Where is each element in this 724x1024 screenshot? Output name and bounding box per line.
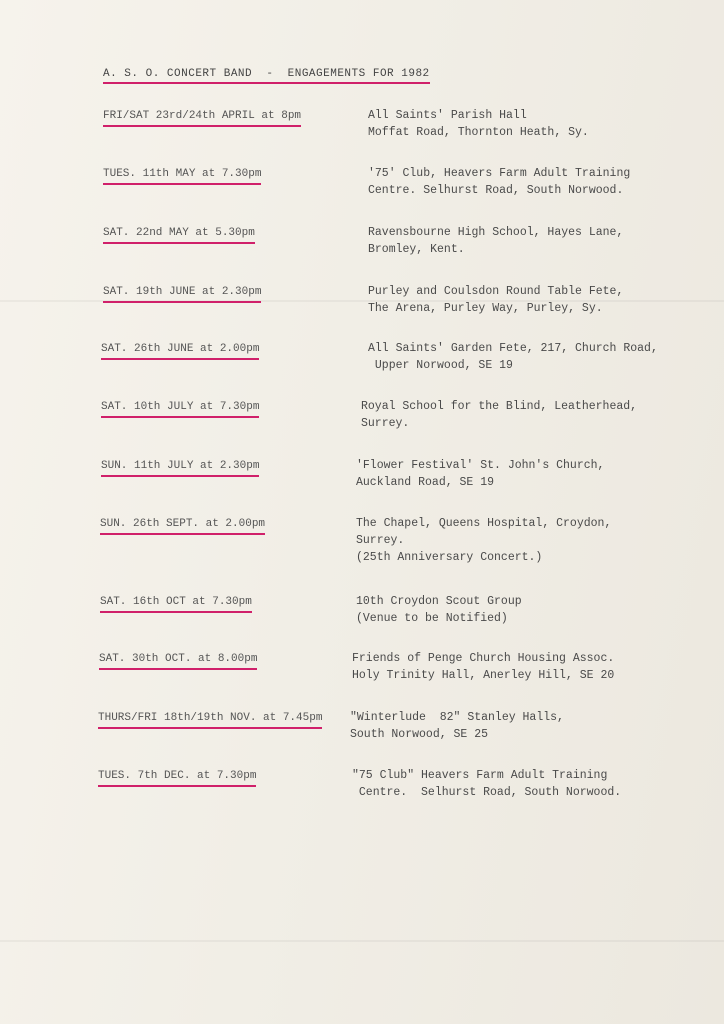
venue-line: Bromley, Kent. — [368, 243, 465, 256]
venue-line: Purley and Coulsdon Round Table Fete, — [368, 285, 624, 298]
engagement-date: SAT. 16th OCT at 7.30pm — [100, 596, 252, 613]
venue-line: 10th Croydon Scout Group — [356, 595, 522, 608]
venue-line: 'Flower Festival' St. John's Church, — [356, 459, 605, 472]
engagement-venue — [368, 340, 658, 374]
engagement-venue — [350, 709, 564, 743]
engagement-date: FRI/SAT 23rd/24th APRIL at 8pm — [103, 110, 301, 127]
venue-line: The Arena, Purley Way, Purley, Sy. — [368, 302, 603, 315]
engagement-venue — [356, 593, 522, 627]
venue-line: Royal School for the Blind, Leatherhead, — [361, 400, 638, 413]
engagement-date: SUN. 26th SEPT. at 2.00pm — [100, 518, 265, 535]
venue-line: "Winterlude 82" Stanley Halls, — [350, 711, 564, 724]
engagement-date: SAT. 22nd MAY at 5.30pm — [103, 227, 255, 244]
engagement-date: TUES. 11th MAY at 7.30pm — [103, 168, 261, 185]
document-heading: A. S. O. CONCERT BAND - ENGAGEMENTS FOR 1982 — [103, 68, 430, 84]
venue-line: (Venue to be Notified) — [356, 612, 508, 625]
venue-line: '75' Club, Heavers Farm Adult Training — [368, 167, 631, 180]
engagement-venue — [352, 650, 614, 684]
engagement-date: SAT. 19th JUNE at 2.30pm — [103, 286, 261, 303]
venue-line: South Norwood, SE 25 — [350, 728, 489, 741]
engagement-date: THURS/FRI 18th/19th NOV. at 7.45pm — [98, 712, 322, 729]
venue-line: Surrey. — [356, 534, 405, 547]
engagement-venue — [368, 165, 630, 199]
venue-line: Surrey. — [361, 417, 410, 430]
venue-line: Centre. Selhurst Road, South Norwood. — [368, 184, 624, 197]
venue-line: Centre. Selhurst Road, South Norwood. — [352, 786, 622, 799]
venue-line: (25th Anniversary Concert.) — [356, 551, 543, 564]
venue-line: Moffat Road, Thornton Heath, Sy. — [368, 126, 589, 139]
engagement-date: SUN. 11th JULY at 2.30pm — [101, 460, 259, 477]
engagement-venue — [368, 283, 623, 317]
venue-line: "75 Club" Heavers Farm Adult Training — [352, 769, 608, 782]
engagement-venue — [368, 224, 623, 258]
engagement-venue — [368, 107, 589, 141]
venue-line: Ravensbourne High School, Hayes Lane, — [368, 226, 624, 239]
venue-line: Friends of Penge Church Housing Assoc. — [352, 652, 615, 665]
venue-line: All Saints' Parish Hall — [368, 109, 527, 122]
engagement-date: SAT. 26th JUNE at 2.00pm — [101, 343, 259, 360]
venue-line: Upper Norwood, SE 19 — [368, 359, 513, 372]
engagement-date: TUES. 7th DEC. at 7.30pm — [98, 770, 256, 787]
engagement-venue — [356, 457, 604, 491]
venue-line: All Saints' Garden Fete, 217, Church Road, — [368, 342, 658, 355]
venue-line: Holy Trinity Hall, Anerley Hill, SE 20 — [352, 669, 615, 682]
paper-fold — [0, 940, 724, 942]
engagement-venue — [361, 398, 637, 432]
venue-line: Auckland Road, SE 19 — [356, 476, 495, 489]
engagement-venue — [352, 767, 621, 801]
engagement-date: SAT. 30th OCT. at 8.00pm — [99, 653, 257, 670]
engagement-date: SAT. 10th JULY at 7.30pm — [101, 401, 259, 418]
engagement-venue — [356, 515, 611, 566]
venue-line: The Chapel, Queens Hospital, Croydon, — [356, 517, 612, 530]
